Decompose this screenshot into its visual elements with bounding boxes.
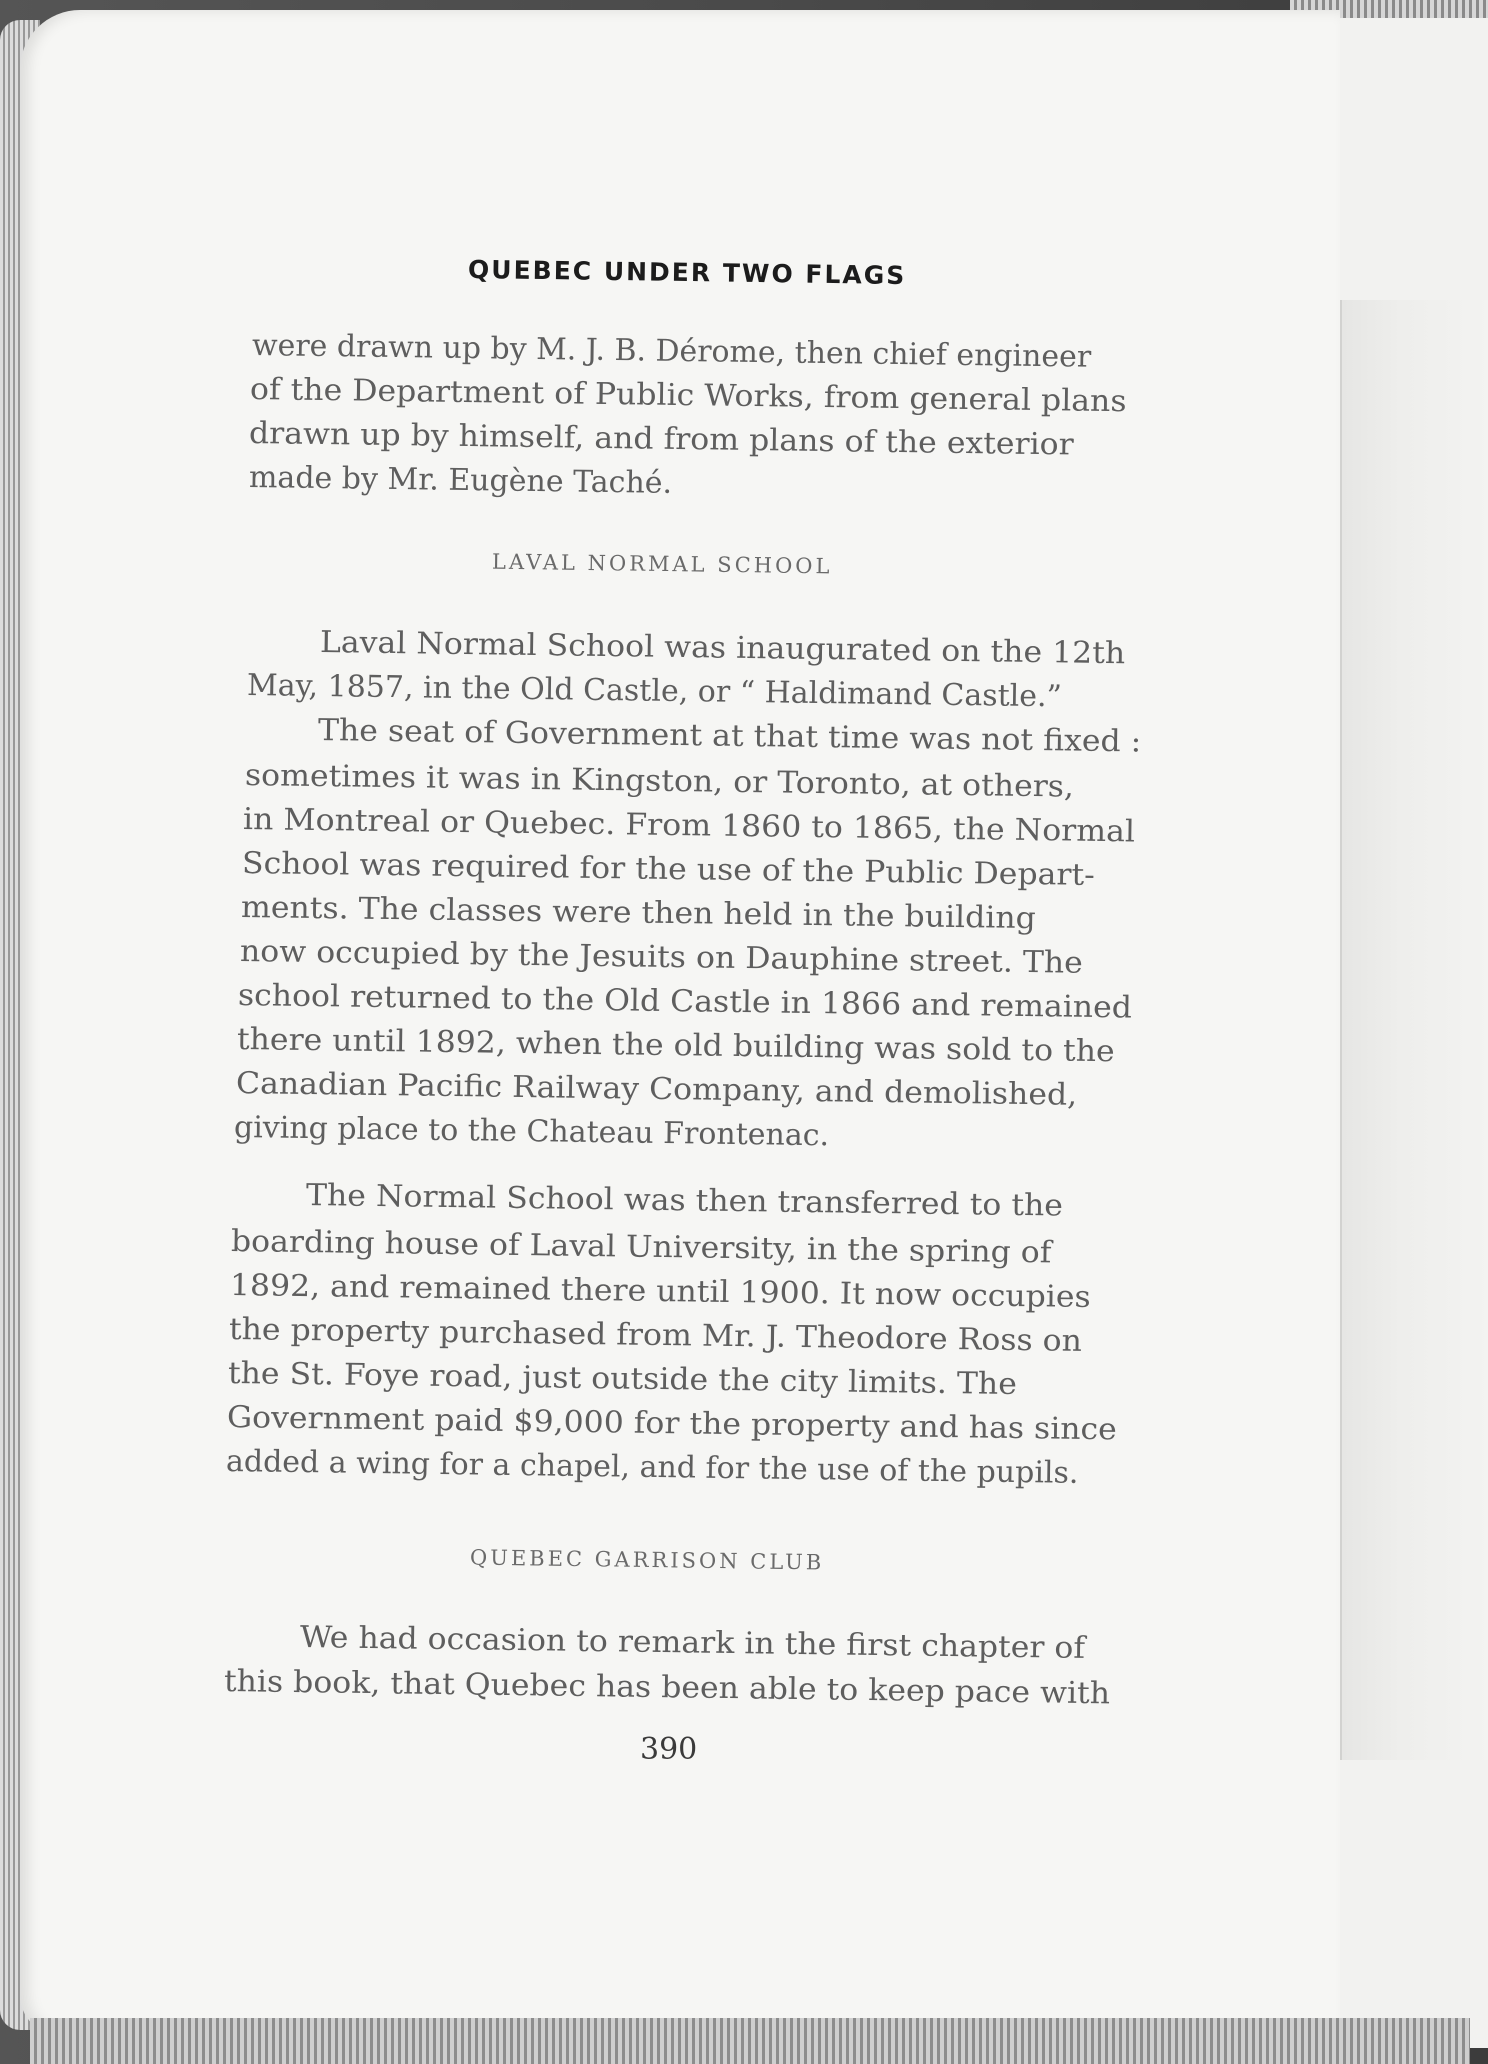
text-line: May, 1857, in the Old Castle, or “ Haldimand Castle.” bbox=[246, 668, 1063, 715]
text-line: now occupied by the Jesuits on Dauphine street. The bbox=[239, 934, 1084, 981]
text-line: of the Department of Public Works, from general plans bbox=[249, 372, 1127, 420]
text-line: sometimes it was in Kingston, or Toronto, at others, bbox=[244, 758, 1075, 805]
text-line: School was required for the use of the Public Depart- bbox=[241, 846, 1096, 893]
text-line: Canadian Pacific Railway Company, and demolished, bbox=[235, 1066, 1078, 1113]
text-line: there until 1892, when the old building was sold to the bbox=[236, 1022, 1115, 1070]
text-line: giving place to the Chateau Frontenac. bbox=[233, 1110, 830, 1154]
text-line: Laval Normal School was inaugurated on the 12th bbox=[319, 625, 1126, 672]
text-line: were drawn up by M. J. B. Dérome, then chief engineer bbox=[251, 328, 1092, 375]
text-line: drawn up by himself, and from plans of the exterior bbox=[248, 416, 1074, 463]
page-number: 390 bbox=[640, 1732, 698, 1767]
text-line: school returned to the Old Castle in 1866 and remained bbox=[237, 978, 1133, 1026]
text-line: Government paid $9,000 for the property and has since bbox=[226, 1400, 1118, 1448]
text-line: the property purchased from Mr. J. Theodore Ross on bbox=[228, 1312, 1083, 1359]
text-line: The Normal School was then transferred to the bbox=[305, 1178, 1064, 1224]
text-line: added a wing for a chapel, and for the use of the pupils. bbox=[225, 1444, 1079, 1491]
text-line: in Montreal or Quebec. From 1860 to 1865, the Normal bbox=[242, 802, 1136, 850]
section-heading: LAVAL NORMAL SCHOOL bbox=[491, 549, 833, 579]
text-line: made by Mr. Eugène Taché. bbox=[248, 460, 673, 501]
text-line: The seat of Government at that time was not fixed : bbox=[317, 713, 1142, 760]
text-line: this book, that Quebec has been able to keep pace with bbox=[223, 1664, 1111, 1712]
text-line: boarding house of Laval University, in the spring of bbox=[230, 1224, 1052, 1271]
text-line: We had occasion to remark in the first chapter of bbox=[299, 1620, 1086, 1666]
text-line: 1892, and remained there until 1900. It now occupies bbox=[229, 1268, 1091, 1316]
section-heading: QUEBEC GARRISON CLUB bbox=[469, 1545, 825, 1575]
text-line: ments. The classes were then held in the building bbox=[240, 890, 1037, 937]
text-line: the St. Foye road, just outside the city limits. The bbox=[227, 1356, 1018, 1403]
running-head: QUEBEC UNDER TWO FLAGS bbox=[467, 254, 907, 291]
